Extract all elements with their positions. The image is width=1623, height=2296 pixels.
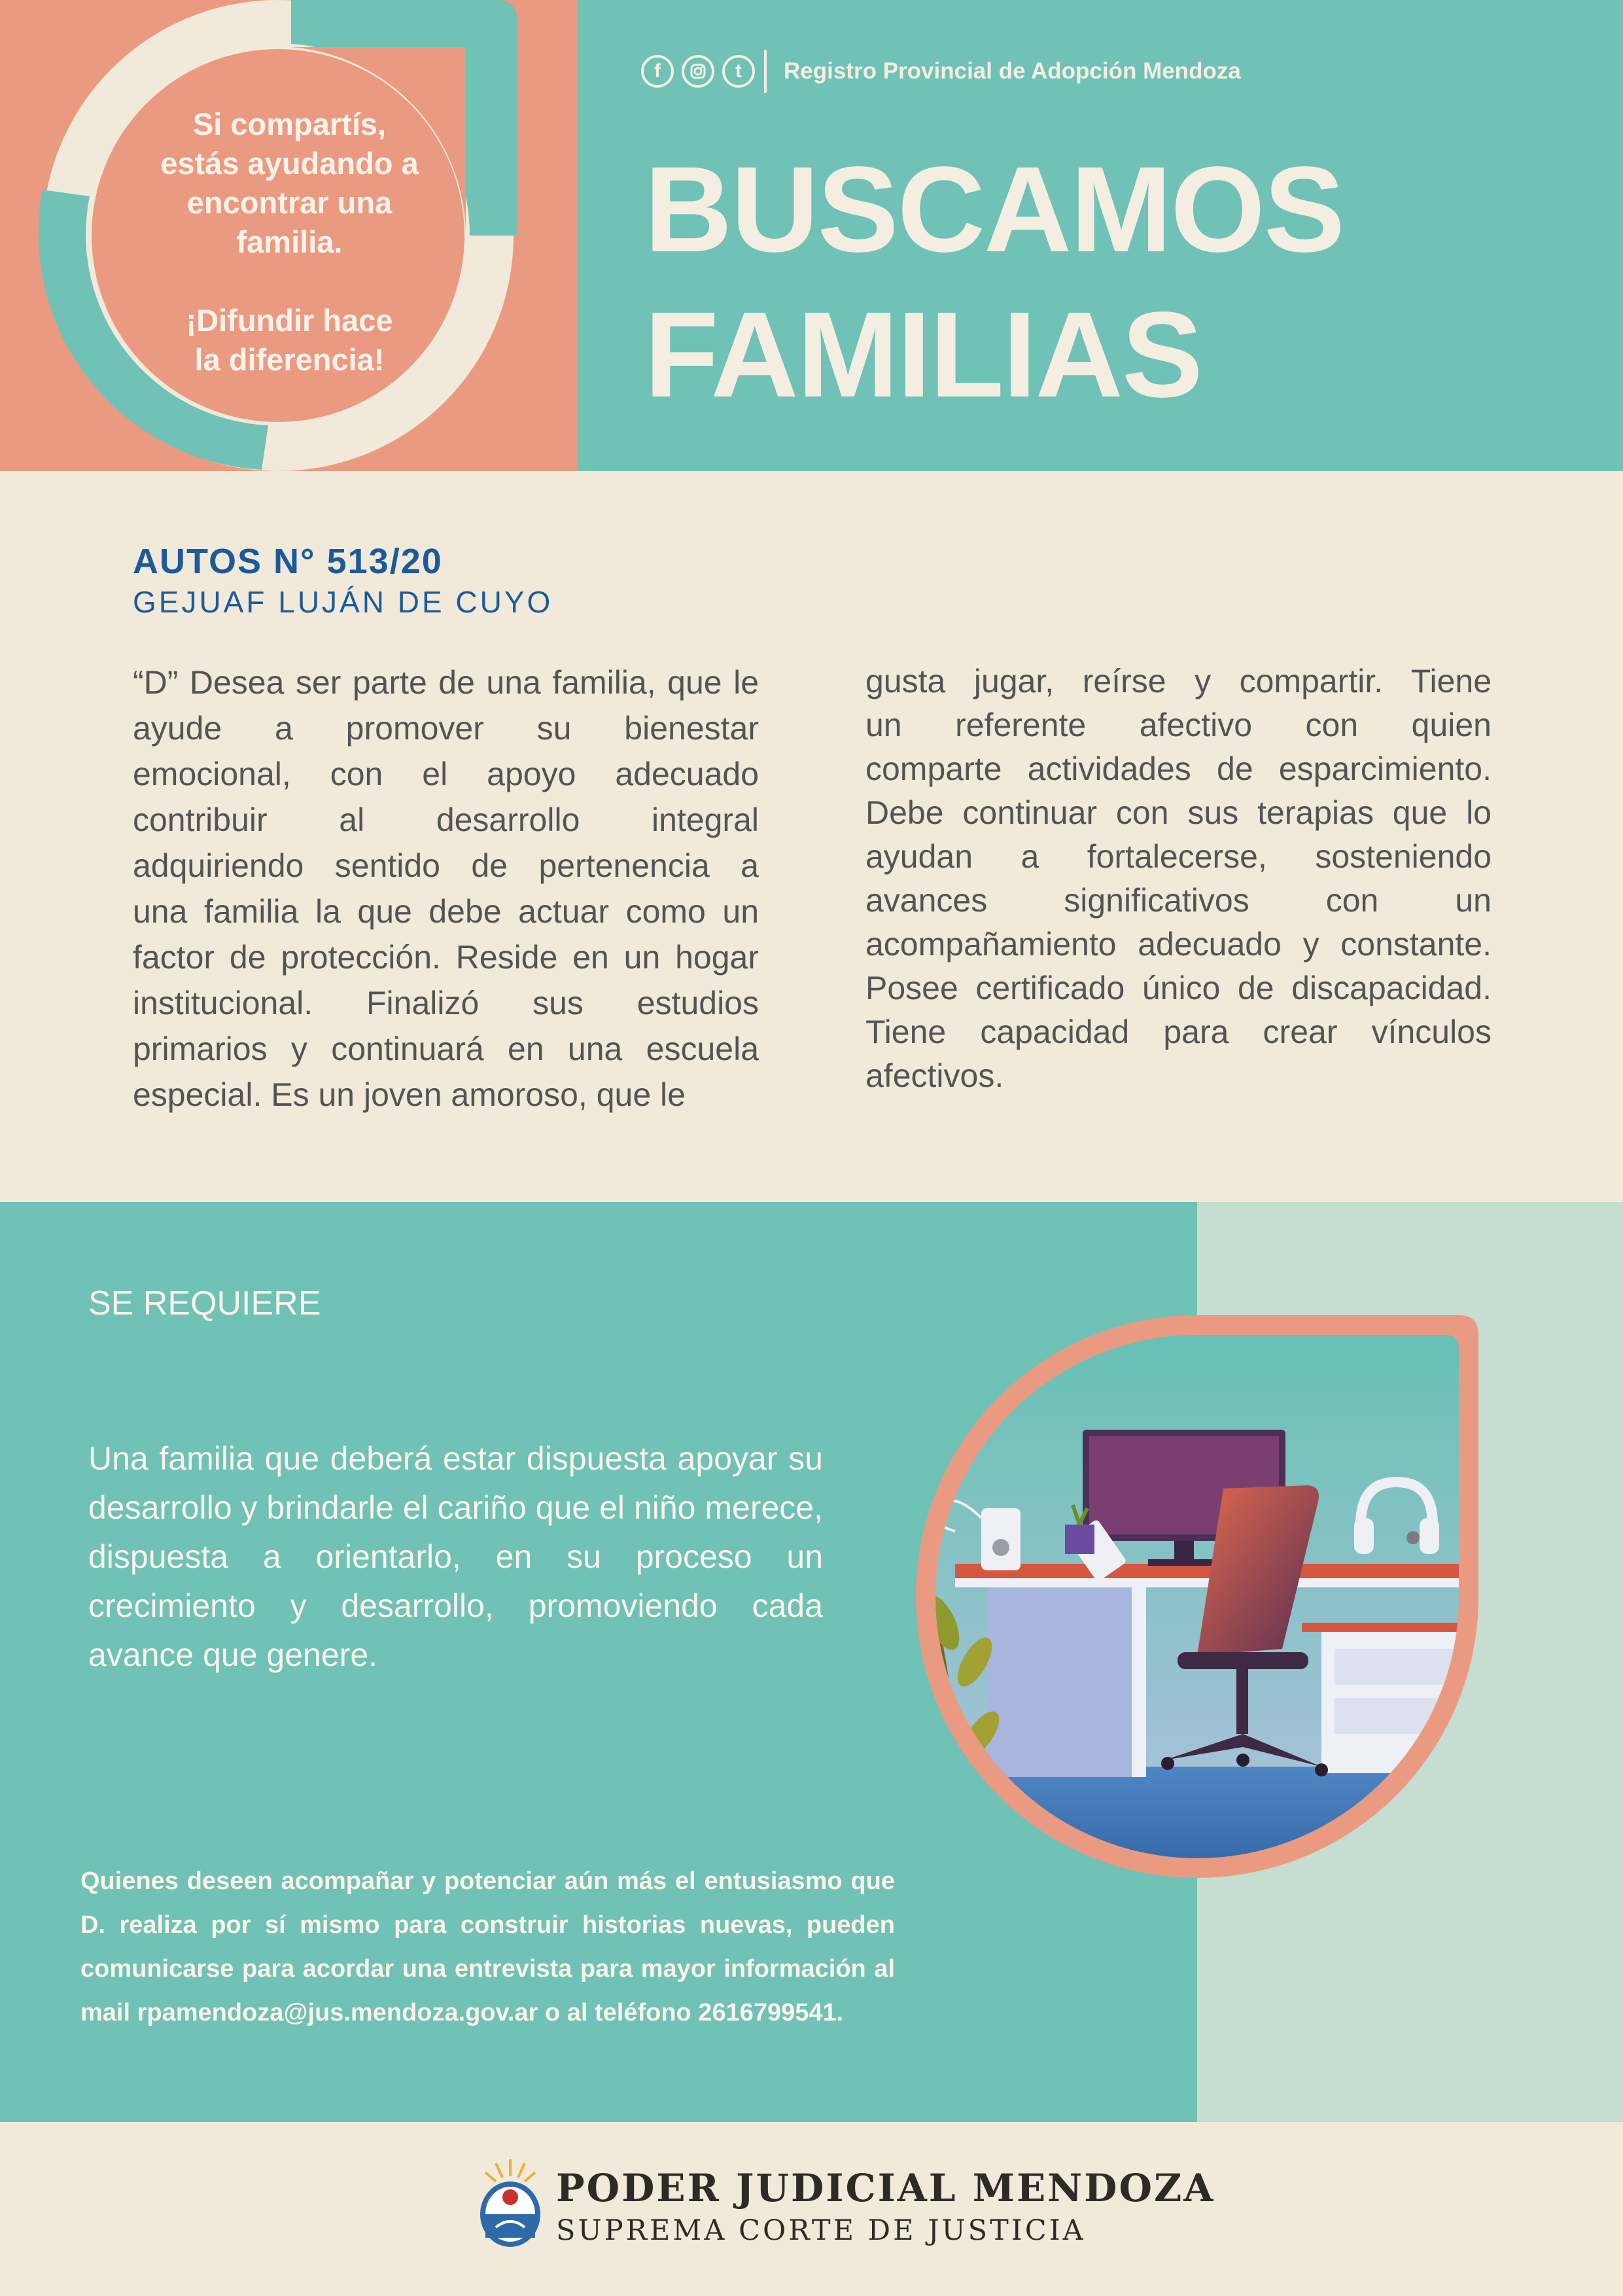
description-line: contribuir al desarrollo integral	[133, 802, 759, 838]
description-line: gusta jugar, reírse y compartir. Tiene	[865, 663, 1492, 699]
share-message	[111, 105, 468, 380]
description-line: factor de protección. Reside en un hogar	[133, 939, 759, 976]
social-bar	[641, 51, 1241, 92]
description-column-2	[865, 660, 1492, 1098]
description-line: Tiene capacidad para crear vínculos	[865, 1014, 1492, 1050]
description-line: una familia la que debe actuar como un	[133, 893, 759, 930]
description-line: primarios y continuará en una escuela	[133, 1031, 759, 1067]
description-column-1	[133, 660, 759, 1118]
share-cta-line: ¡Difundir hace	[186, 303, 393, 338]
page-title	[644, 137, 1344, 428]
headline-line-1: BUSCAMOS	[644, 142, 1344, 277]
description-line: un referente afectivo con quien	[865, 707, 1492, 743]
description-line: Posee certificado único de discapacidad.	[865, 970, 1492, 1006]
requirement-title: SE REQUIERE	[88, 1284, 321, 1322]
description-line: “D” Desea ser parte de una familia, que le	[133, 664, 759, 701]
institution-subtitle: SUPREMA CORTE DE JUSTICIA	[556, 2214, 1086, 2247]
facebook-icon[interactable]	[641, 55, 674, 88]
institution-title: PODER JUDICIAL MENDOZA	[556, 2166, 1215, 2210]
description-line: adquiriendo sentido de pertenencia a	[133, 847, 759, 884]
requirement-text: Una familia que deberá estar dispuesta apoyar su desarrollo y brindarle el cariño que el niño merece, dispuesta a orientarlo, en su proceso un crecimiento y desarrollo, promoviendo cada avance que genere.	[88, 1440, 823, 1673]
description-line: avances significativos con un	[865, 882, 1492, 919]
instagram-icon[interactable]	[682, 55, 714, 88]
case-number: AUTOS N° 513/20	[133, 542, 443, 581]
description-line: comparte actividades de esparcimiento.	[865, 751, 1492, 787]
share-line: estás ayudando a	[160, 146, 419, 181]
description-line: ayudan a fortalecerse, sosteniendo	[865, 838, 1492, 875]
tumblr-icon[interactable]	[722, 55, 755, 88]
registry-name: Registro Provincial de Adopción Mendoza	[784, 58, 1241, 84]
share-line: familia.	[236, 224, 343, 259]
seal-icon	[476, 2157, 544, 2248]
description-line: ayude a promover su bienestar	[133, 710, 759, 747]
share-cta-line: la diferencia!	[194, 342, 385, 377]
share-line: encontrar una	[186, 185, 393, 220]
court-name: GEJUAF LUJÁN DE CUYO	[133, 585, 553, 619]
description-line: emocional, con el apoyo adecuado	[133, 756, 759, 792]
headline-line-2: FAMILIAS	[644, 287, 1202, 423]
desk-illustration	[916, 1309, 1485, 1898]
description-line: acompañamiento adecuado y constante.	[865, 926, 1492, 963]
description-line: afectivos.	[865, 1057, 1004, 1094]
description-line: institucional. Finalizó sus estudios	[133, 985, 759, 1021]
description-line: Debe continuar con sus terapias que lo	[865, 794, 1492, 831]
share-line: Si compartís,	[192, 107, 387, 141]
contact-info: Quienes deseen acompañar y potenciar aún más el entusiasmo que D. realiza por sí mismo para construir historias nuevas, pueden comunicarse para acordar una entrevista para mayor información al mail rpamendoza@jus.mendoza.gov.ar o al teléfono 2616799541.	[80, 1867, 895, 2026]
instagram-glyph	[689, 63, 707, 80]
description-line: especial. Es un joven amoroso, que le	[133, 1076, 686, 1113]
tumblr-glyph: t	[735, 60, 742, 82]
facebook-glyph: f	[654, 60, 661, 82]
divider	[764, 50, 767, 93]
